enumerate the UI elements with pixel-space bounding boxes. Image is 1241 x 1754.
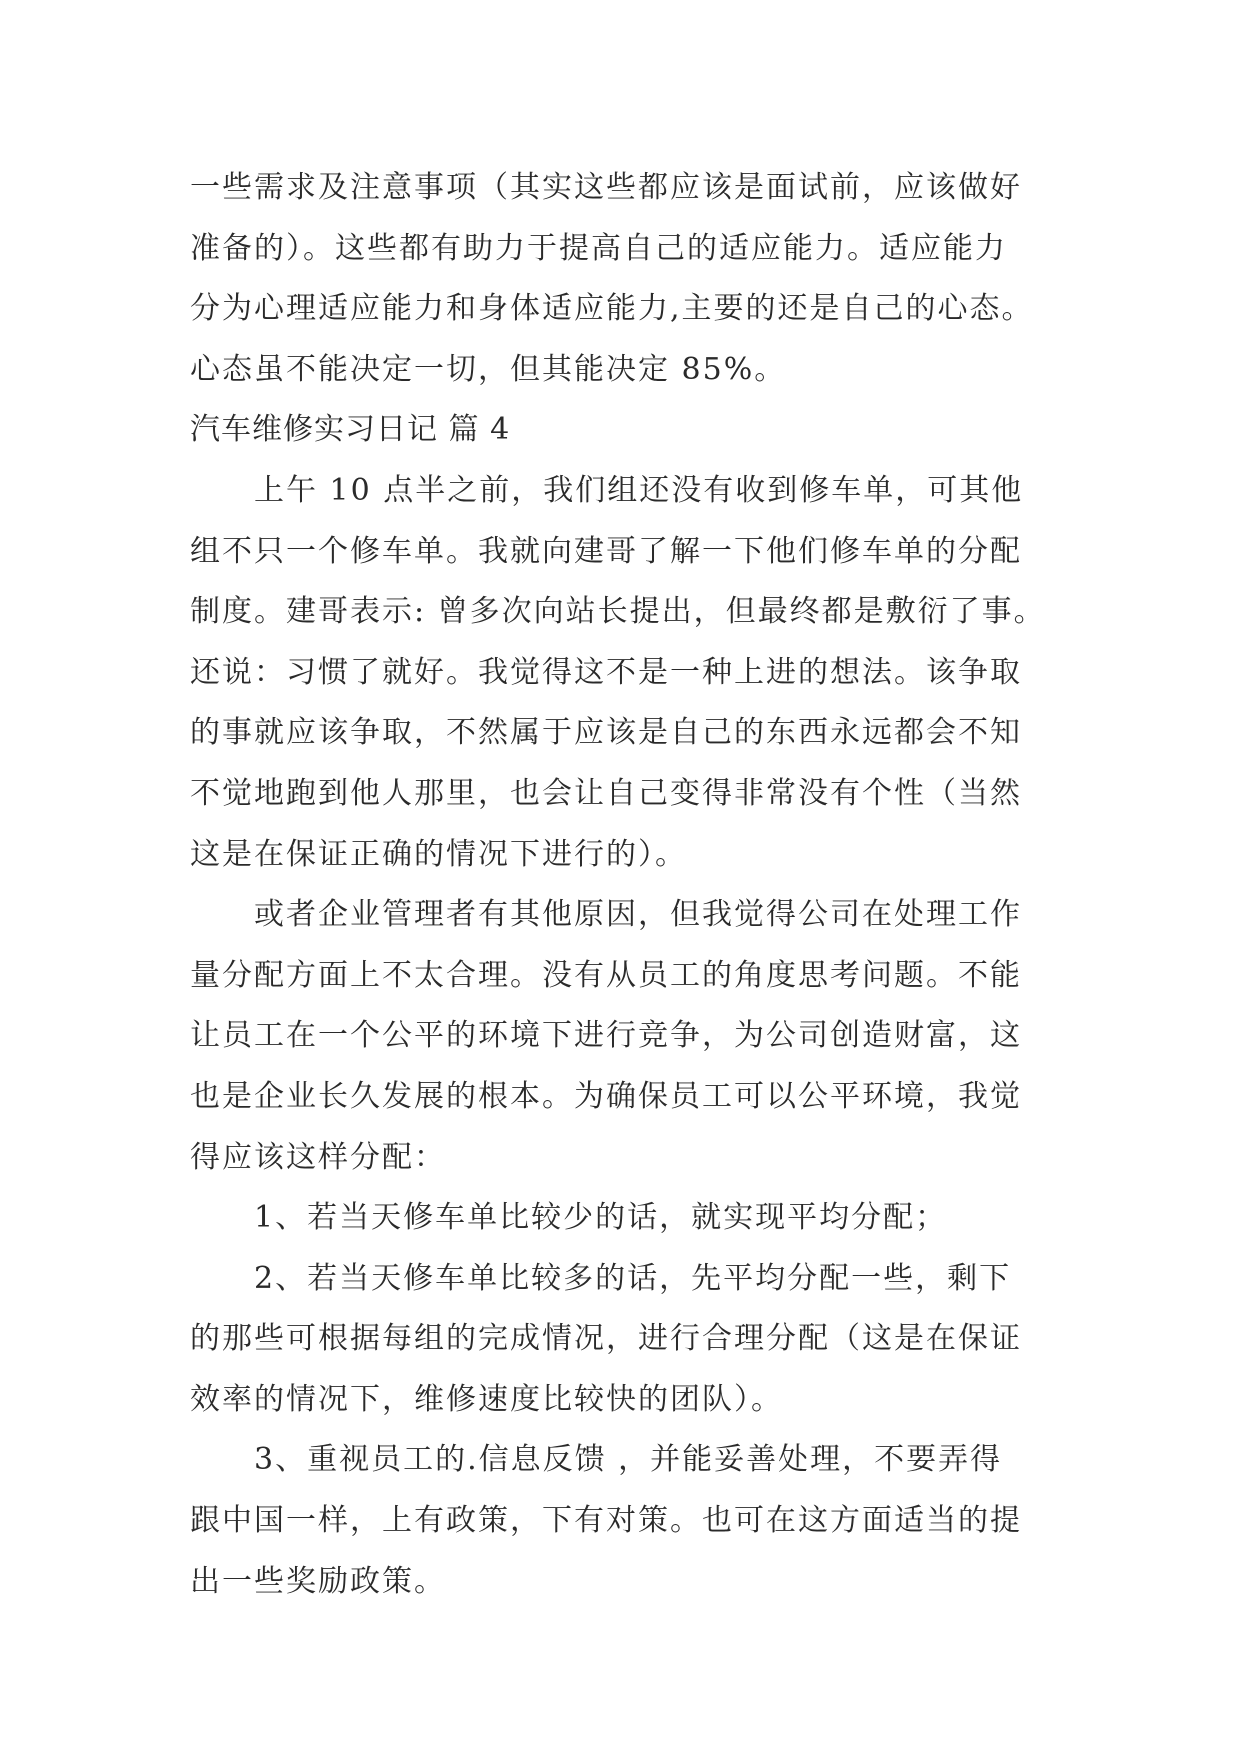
text-line: 一些需求及注意事项（其实这些都应该是面试前，应该做好: [190, 170, 1022, 205]
text-line: 制度。建哥表示: 曾多次向站长提出，但最终都是敷衍了事。: [190, 594, 1046, 630]
section-heading: 汽车维修实习日记 篇 4: [190, 412, 511, 448]
intro-paragraph: [190, 158, 1090, 400]
text-line: 或者企业管理者有其他原因，但我觉得公司在处理工作: [254, 897, 1022, 933]
text-line: 不觉地跑到他人那里，也会让自己变得非常没有个性（当然: [190, 775, 1022, 811]
text-line: 分为心理适应能力和身体适应能力,主要的还是自己的心态。: [190, 291, 1034, 327]
text-line: 心态虽不能决定一切，但其能决定 85%。: [190, 351, 787, 387]
document-body: [190, 158, 1090, 1612]
text-line: 的事就应该争取，不然属于应该是自己的东西永远都会不知: [190, 715, 1022, 751]
text-line: 1、若当天修车单比较少的话，就实现平均分配；: [254, 1200, 948, 1236]
text-line: 出一些奖励政策。: [190, 1563, 446, 1599]
text-line: 上午 10 点半之前，我们组还没有收到修车单，可其他: [254, 472, 1024, 508]
text-line: 效率的情况下，维修速度比较快的团队）。: [190, 1381, 783, 1417]
text-line: 准备的）。这些都有助力于提高自己的适应能力。适应能力: [190, 230, 1007, 266]
text-line: 也是企业长久发展的根本。为确保员工可以公平环境，我觉: [190, 1078, 1022, 1114]
text-line: 得应该这样分配：: [190, 1139, 446, 1175]
text-line: 这是在保证正确的情况下进行的）。: [190, 836, 687, 872]
text-line: 量分配方面上不太合理。没有从员工的角度思考问题。不能: [190, 957, 1022, 993]
paragraph-2: [190, 885, 1090, 1188]
text-line: 的那些可根据每组的完成情况，进行合理分配（这是在保证: [190, 1321, 1022, 1357]
text-line: 3、重视员工的.信息反馈 ，并能妥善处理，不要弄得: [254, 1442, 1003, 1478]
text-line: 让员工在一个公平的环境下进行竞争，为公司创造财富，这: [190, 1018, 1022, 1054]
list-item-3: [190, 1430, 1090, 1612]
text-line: 组不只一个修车单。我就向建哥了解一下他们修车单的分配: [190, 533, 1022, 569]
list-item-1: [190, 1188, 1090, 1249]
paragraph-1: [190, 461, 1090, 885]
text-line: 2、若当天修车单比较多的话，先平均分配一些，剩下: [254, 1260, 1012, 1296]
text-line: 跟中国一样，上有政策，下有对策。也可在这方面适当的提: [190, 1503, 1022, 1539]
list-item-2: [190, 1249, 1090, 1431]
text-line: 还说：习惯了就好。我觉得这不是一种上进的想法。该争取: [190, 654, 1022, 690]
